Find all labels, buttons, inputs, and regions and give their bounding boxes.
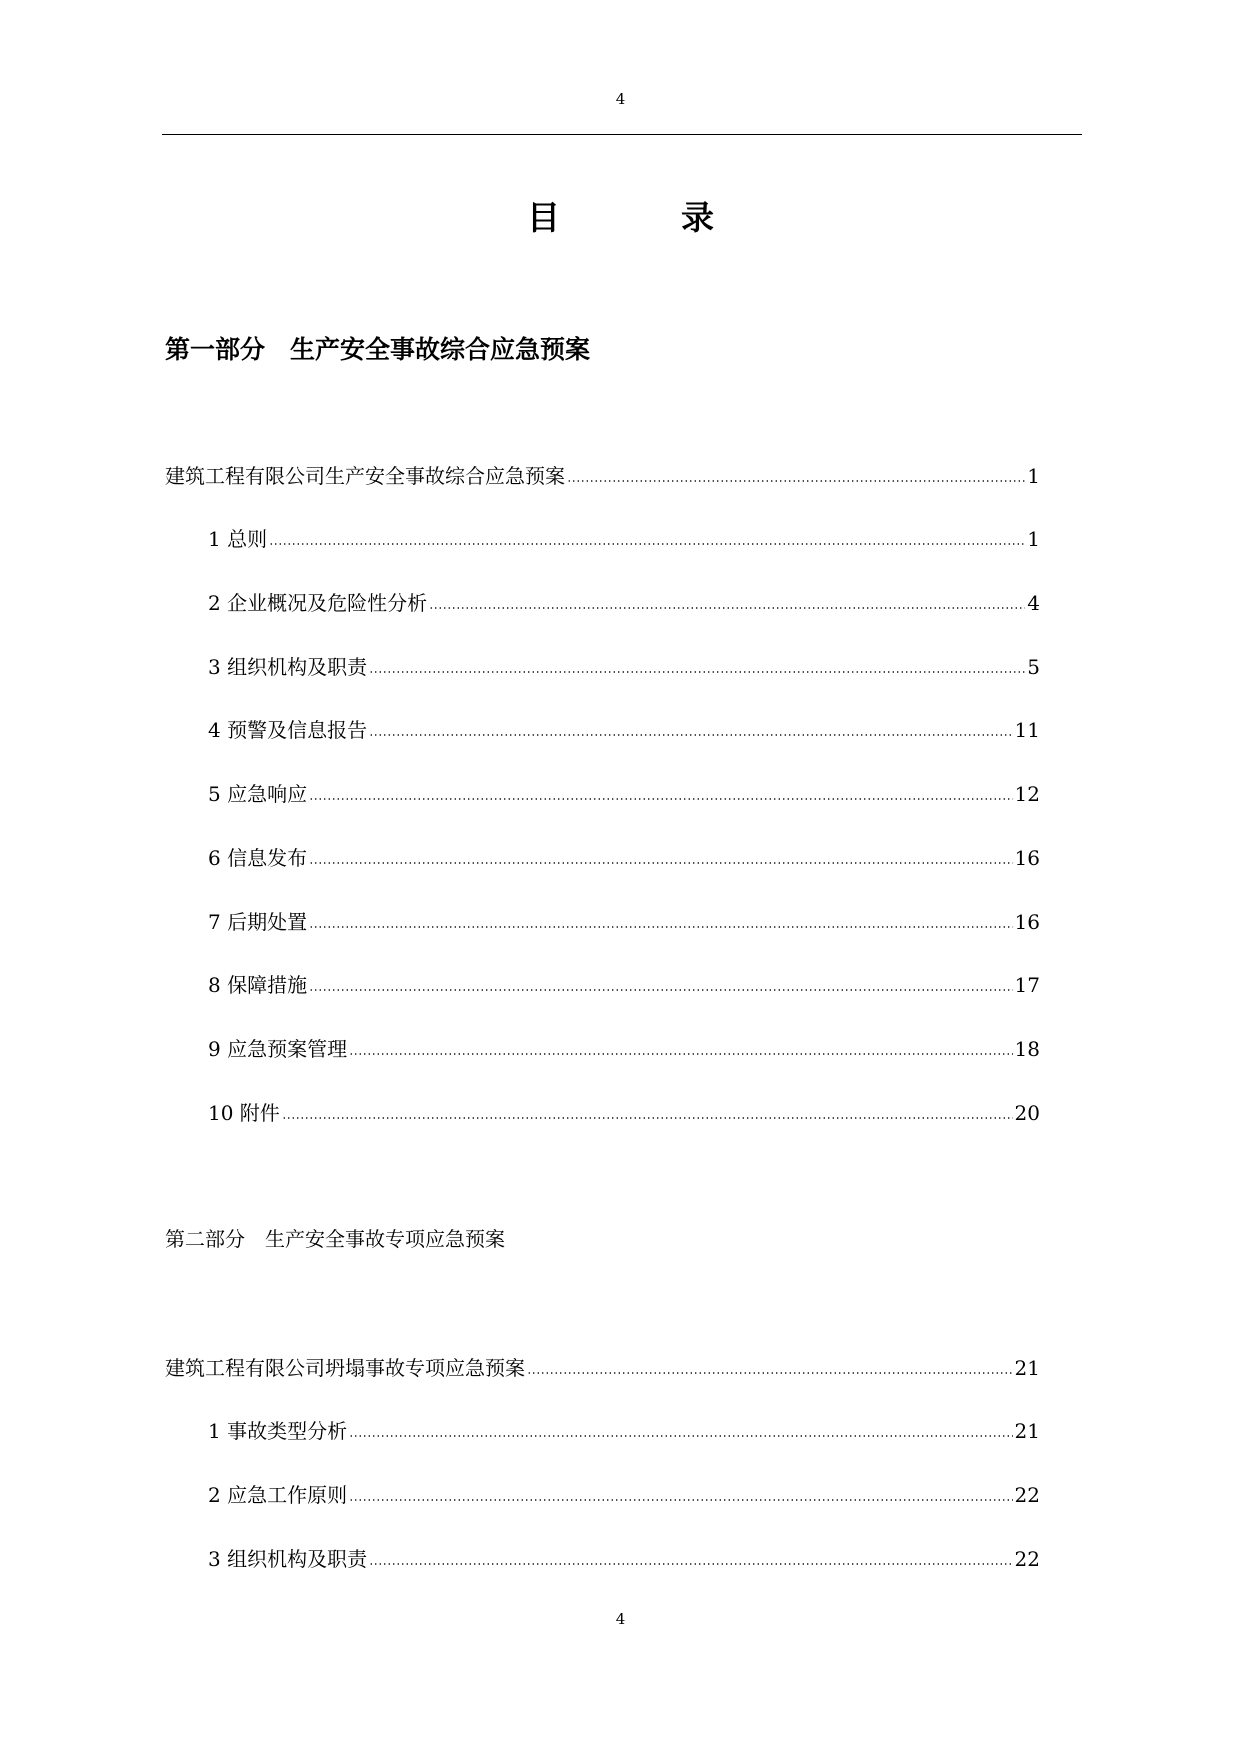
toc-entry[interactable] — [208, 1035, 1040, 1063]
part1-heading: 第一部分 生产安全事故综合应急预案 — [165, 335, 591, 364]
toc-entry-page: 21 — [1014, 1356, 1040, 1380]
toc-entry[interactable] — [208, 1099, 1040, 1127]
toc-entry-part1-document[interactable] — [165, 462, 1040, 490]
toc-entry-label: 8 保障措施 — [208, 973, 308, 997]
dot-leader — [309, 862, 1012, 864]
dot-leader — [369, 734, 1012, 736]
dot-leader — [309, 926, 1012, 928]
toc-entry-page: 1 — [1027, 464, 1040, 488]
toc-entry[interactable] — [208, 780, 1040, 808]
toc-entry-page: 16 — [1014, 910, 1040, 934]
toc-entry-page: 5 — [1027, 655, 1040, 679]
toc-entry[interactable] — [208, 525, 1040, 553]
toc-entry-label: 10 附件 — [208, 1101, 280, 1125]
toc-entry-page: 17 — [1014, 973, 1040, 997]
toc-entry-page: 11 — [1014, 718, 1040, 742]
toc-entry-label: 3 组织机构及职责 — [208, 1547, 368, 1571]
dot-leader — [429, 607, 1025, 609]
toc-entry-page: 22 — [1014, 1483, 1040, 1507]
toc-entry-label: 7 后期处置 — [208, 910, 308, 934]
part2-heading: 第二部分 生产安全事故专项应急预案 — [165, 1227, 505, 1251]
toc-entry-page: 4 — [1027, 591, 1040, 615]
toc-entry[interactable] — [208, 971, 1040, 999]
dot-leader — [349, 1053, 1012, 1055]
toc-entry-label: 2 应急工作原则 — [208, 1483, 348, 1507]
toc-entry-label: 2 企业概况及危险性分析 — [208, 591, 428, 615]
toc-entry[interactable] — [208, 908, 1040, 936]
toc-entry[interactable] — [208, 653, 1040, 681]
toc-entry-part2-document[interactable] — [165, 1354, 1040, 1382]
dot-leader — [309, 798, 1012, 800]
toc-entry-label: 5 应急响应 — [208, 782, 308, 806]
toc-entry-label: 1 事故类型分析 — [208, 1419, 348, 1443]
toc-entry-page: 18 — [1014, 1037, 1040, 1061]
dot-leader — [527, 1372, 1013, 1374]
toc-entry[interactable] — [208, 589, 1040, 617]
header-page-number: 4 — [615, 90, 626, 108]
toc-entry[interactable] — [208, 716, 1040, 744]
toc-entry[interactable] — [208, 1417, 1040, 1445]
toc-entry-page: 22 — [1014, 1547, 1040, 1571]
dot-leader — [349, 1435, 1012, 1437]
dot-leader — [567, 480, 1025, 482]
toc-entry-label: 9 应急预案管理 — [208, 1037, 348, 1061]
toc-entry-label: 3 组织机构及职责 — [208, 655, 368, 679]
toc-entry-label: 4 预警及信息报告 — [208, 718, 368, 742]
dot-leader — [269, 543, 1025, 545]
toc-entry-label: 建筑工程有限公司坍塌事故专项应急预案 — [165, 1356, 525, 1380]
header-rule — [162, 134, 1082, 135]
page-title: 目 录 — [527, 198, 758, 237]
toc-entry-label: 1 总则 — [208, 527, 268, 551]
toc-entry[interactable] — [208, 844, 1040, 872]
toc-entry-page: 1 — [1027, 527, 1040, 551]
footer-page-number: 4 — [615, 1610, 626, 1628]
toc-entry-label: 6 信息发布 — [208, 846, 308, 870]
toc-entry-page: 21 — [1014, 1419, 1040, 1443]
dot-leader — [282, 1117, 1013, 1119]
toc-entry-page: 20 — [1014, 1101, 1040, 1125]
dot-leader — [349, 1499, 1012, 1501]
toc-entry-page: 16 — [1014, 846, 1040, 870]
dot-leader — [369, 1563, 1012, 1565]
toc-entry[interactable] — [208, 1481, 1040, 1509]
dot-leader — [369, 671, 1025, 673]
toc-entry-label: 建筑工程有限公司生产安全事故综合应急预案 — [165, 464, 565, 488]
toc-entry[interactable] — [208, 1545, 1040, 1573]
toc-entry-page: 12 — [1014, 782, 1040, 806]
dot-leader — [309, 989, 1012, 991]
